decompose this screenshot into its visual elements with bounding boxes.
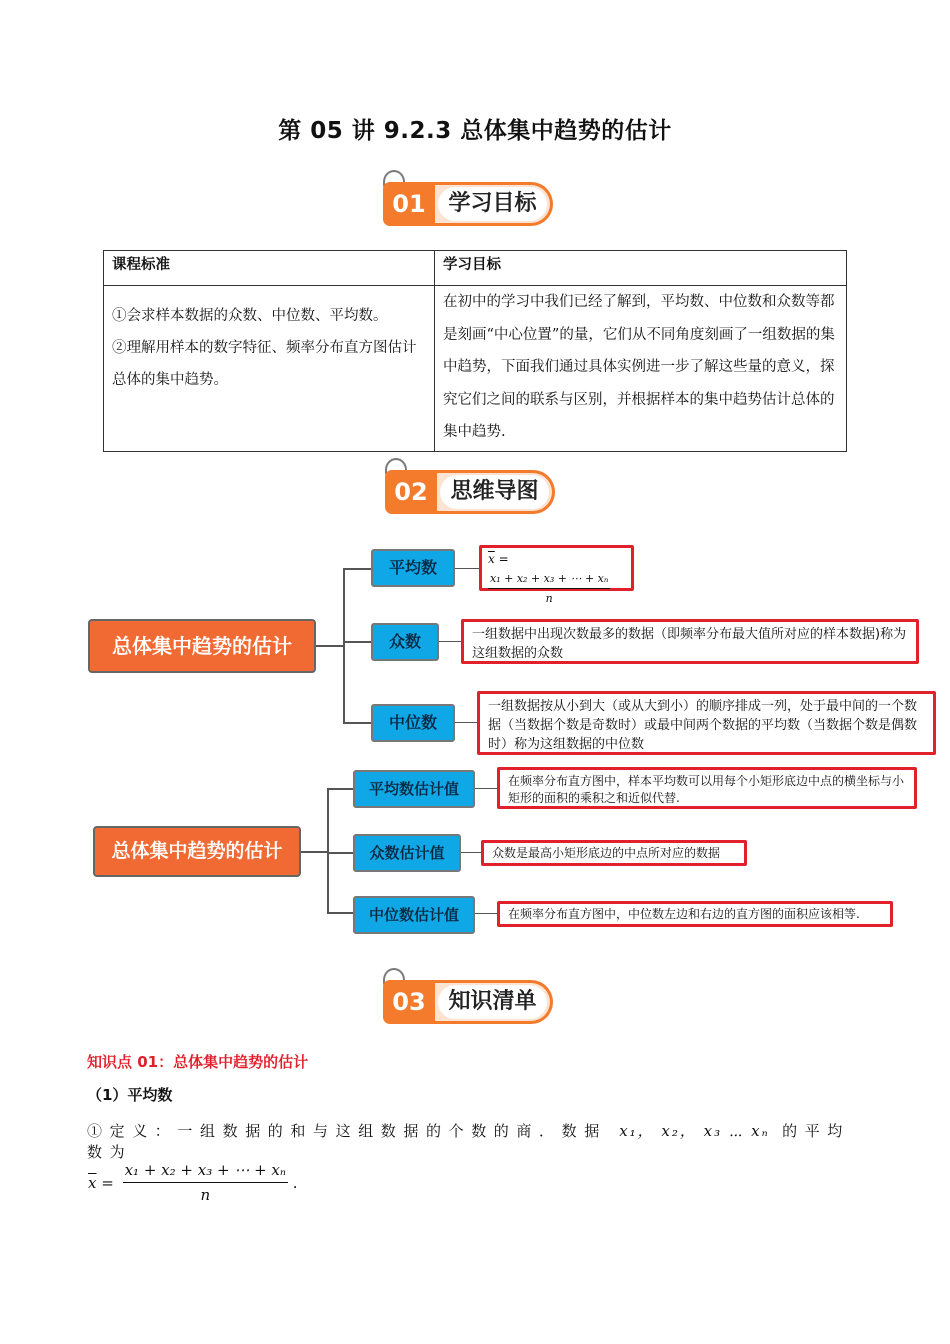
connector — [455, 722, 477, 723]
page-title: 第 05 讲 9.2.3 总体集中趋势的估计 — [278, 118, 672, 144]
definition-text: ①定义：一组数据的和与这组数据的个数的商．数据 — [87, 1122, 607, 1140]
standards-table — [103, 250, 847, 452]
section-label: 思维导图 — [440, 475, 548, 509]
section-badge-02 — [385, 458, 571, 520]
section-badge-03 — [383, 968, 569, 1030]
node-mean-estimate: 平均数估计值 — [353, 770, 475, 808]
section-number: 01 — [383, 182, 435, 226]
formula-fraction: $\frac{\text{x₁ + x₂ + x₃ + ⋯ + xₙ}}{n}$ — [123, 1158, 288, 1207]
node-mode-estimate: 众数估计值 — [353, 834, 461, 872]
subsection-title: （1）平均数 — [87, 1086, 173, 1104]
mindmap1-root: 总体集中趋势的估计 — [88, 619, 316, 673]
section-number: 02 — [385, 470, 437, 514]
section-label-box — [437, 470, 555, 514]
table-cell-goals: 在初中的学习中我们已经了解到，平均数、中位数和众数等都是刻画“中心位置”的量，它们从不同角度刻画了一组数据的集中趋势，下面我们通过具体实例进一步了解这些量的意义，探究它们之间的联系与区别，并根据样本的集中趋势估计总体的集中趋势. — [435, 286, 847, 452]
formula-fraction: $\frac{\text{x₁ + x₂ + x₃ + ⋯ + xₙ}}{n}$ — [488, 569, 610, 608]
desc-mean-estimate: 在频率分布直方图中，样本平均数可以用每个小矩形底边中点的横坐标与小矩形的面积的乘积之和近似代替. — [497, 767, 917, 809]
formula-mean-box — [479, 545, 634, 605]
table-header-standards: 课程标准 — [104, 251, 435, 286]
node-mean: 平均数 — [371, 549, 455, 587]
definition-line — [87, 1120, 867, 1162]
desc-median: 一组数据按从小到大（或从大到小）的顺序排成一列，处于最中间的一个数据（当数据个数是奇数时）或最中间两个数据的平均数（当数据个数是偶数时）称为这组数据的中位数 — [477, 691, 936, 755]
section-label: 学习目标 — [438, 187, 546, 221]
mean-formula — [88, 1158, 298, 1207]
formula-lhs: $\overline{x}$ = — [88, 1173, 114, 1192]
connector — [301, 851, 328, 853]
section-label: 知识清单 — [438, 985, 546, 1019]
section-label-box — [435, 182, 553, 226]
section-number: 03 — [383, 980, 435, 1024]
formula-lhs: $\overline{x}$ = — [488, 552, 509, 566]
node-median: 中位数 — [371, 704, 455, 742]
standard-item: ②理解用样本的数字特征、频率分布直方图估计总体的集中趋势。 — [112, 340, 417, 388]
connector — [343, 568, 371, 570]
definition-variables: x₁， x₂， x₃ ⋯ xₙ — [619, 1122, 770, 1140]
section-label-box — [435, 980, 553, 1024]
connector — [327, 852, 353, 854]
connector — [455, 568, 479, 569]
standard-item: ①会求样本数据的众数、中位数、平均数。 — [112, 308, 388, 324]
connector — [475, 913, 497, 914]
connector — [327, 788, 353, 790]
connector — [316, 645, 344, 647]
desc-mode-estimate: 众数是最高小矩形底边的中点所对应的数据 — [481, 840, 747, 866]
table-cell-standards — [104, 286, 435, 452]
definition-tail: 的平均数为 — [87, 1122, 850, 1161]
connector — [439, 641, 461, 642]
connector — [327, 788, 329, 914]
desc-mode: 一组数据中出现次数最多的数据（即频率分布最大值所对应的样本数据)称为这组数据的众数 — [461, 619, 919, 664]
mindmap2-root: 总体集中趋势的估计 — [93, 826, 301, 877]
node-median-estimate: 中位数估计值 — [353, 896, 475, 934]
desc-median-estimate: 在频率分布直方图中，中位数左边和右边的直方图的面积应该相等. — [497, 901, 893, 927]
table-header-goals: 学习目标 — [435, 251, 847, 286]
connector — [327, 912, 353, 914]
connector — [343, 568, 345, 724]
connector — [343, 641, 371, 643]
connector — [343, 722, 371, 724]
formula-period: . — [292, 1173, 298, 1192]
node-mode: 众数 — [371, 623, 439, 661]
knowledge-point-title: 知识点 01：总体集中趋势的估计 — [87, 1053, 309, 1071]
section-badge-01 — [383, 170, 569, 232]
connector — [475, 788, 497, 789]
connector — [461, 852, 481, 853]
